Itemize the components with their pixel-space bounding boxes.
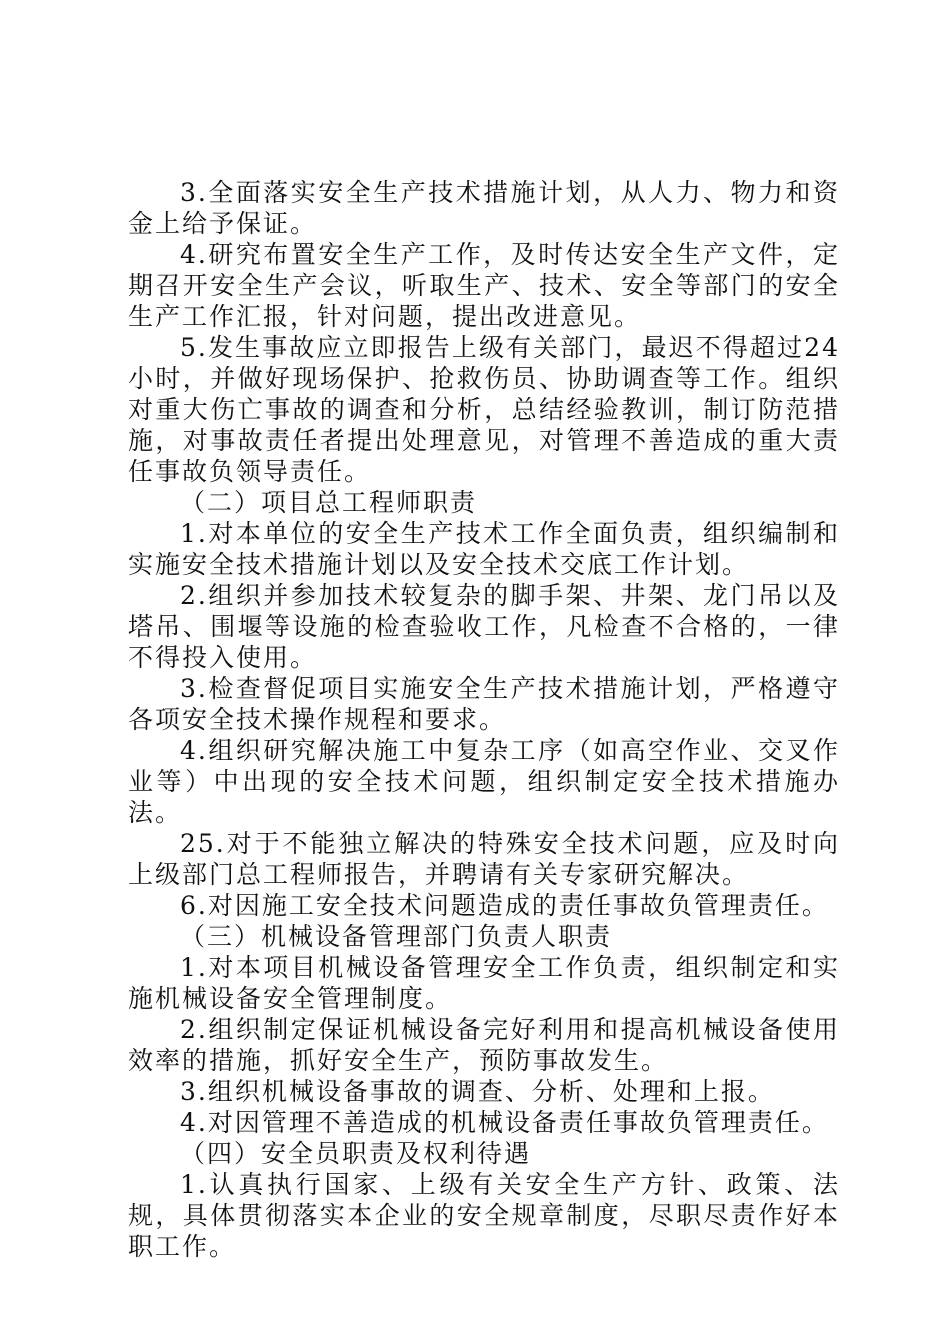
paragraph: 1.对本项目机械设备管理安全工作负责，组织制定和实施机械设备安全管理制度。 — [128, 953, 840, 1013]
paragraph: 4.组织研究解决施工中复杂工序（如高空作业、交叉作业等）中出现的安全技术问题，组织制定安全技术措施办法。 — [128, 736, 840, 827]
paragraph: 6.对因施工安全技术问题造成的责任事故负管理责任。 — [180, 891, 829, 920]
paragraph: 3.组织机械设备事故的调查、分析、处理和上报。 — [180, 1077, 775, 1106]
paragraph: 1.认真执行国家、上级有关安全生产方针、政策、法规，具体贯彻落实本企业的安全规章制度，尽职尽责作好本职工作。 — [128, 1170, 840, 1261]
section-heading: （三）机械设备管理部门负责人职责 — [180, 922, 613, 951]
section-heading: （四）安全员职责及权利待遇 — [180, 1139, 532, 1168]
paragraph: 25.对于不能独立解决的特殊安全技术问题，应及时向上级部门总工程师报告，并聘请有关专家研究解决。 — [128, 829, 840, 889]
document-body — [128, 177, 840, 1262]
section-heading: （二）项目总工程师职责 — [180, 488, 478, 517]
paragraph: 5.发生事故应立即报告上级有关部门，最迟不得超过24小时，并做好现场保护、抢救伤员、协助调查等工作。组织对重大伤亡事故的调查和分析，总结经验教训，制订防范措施，对事故责任者提出处理意见，对管理不善造成的重大责任事故负领导责任。 — [128, 333, 840, 486]
paragraph: 3.全面落实安全生产技术措施计划，从人力、物力和资金上给予保证。 — [128, 178, 840, 238]
paragraph: 3.检查督促项目实施安全生产技术措施计划，严格遵守各项安全技术操作规程和要求。 — [128, 674, 840, 734]
paragraph: 4.对因管理不善造成的机械设备责任事故负管理责任。 — [180, 1108, 829, 1137]
paragraph: 2.组织并参加技术较复杂的脚手架、井架、龙门吊以及塔吊、围堰等设施的检查验收工作，凡检查不合格的，一律不得投入使用。 — [128, 581, 840, 672]
paragraph: 1.对本单位的安全生产技术工作全面负责，组织编制和实施安全技术措施计划以及安全技术交底工作计划。 — [128, 519, 840, 579]
paragraph: 2.组织制定保证机械设备完好利用和提高机械设备使用效率的措施，抓好安全生产，预防事故发生。 — [128, 1015, 840, 1075]
paragraph: 4.研究布置安全生产工作，及时传达安全生产文件，定期召开安全生产会议，听取生产、技术、安全等部门的安全生产工作汇报，针对问题，提出改进意见。 — [128, 240, 840, 331]
